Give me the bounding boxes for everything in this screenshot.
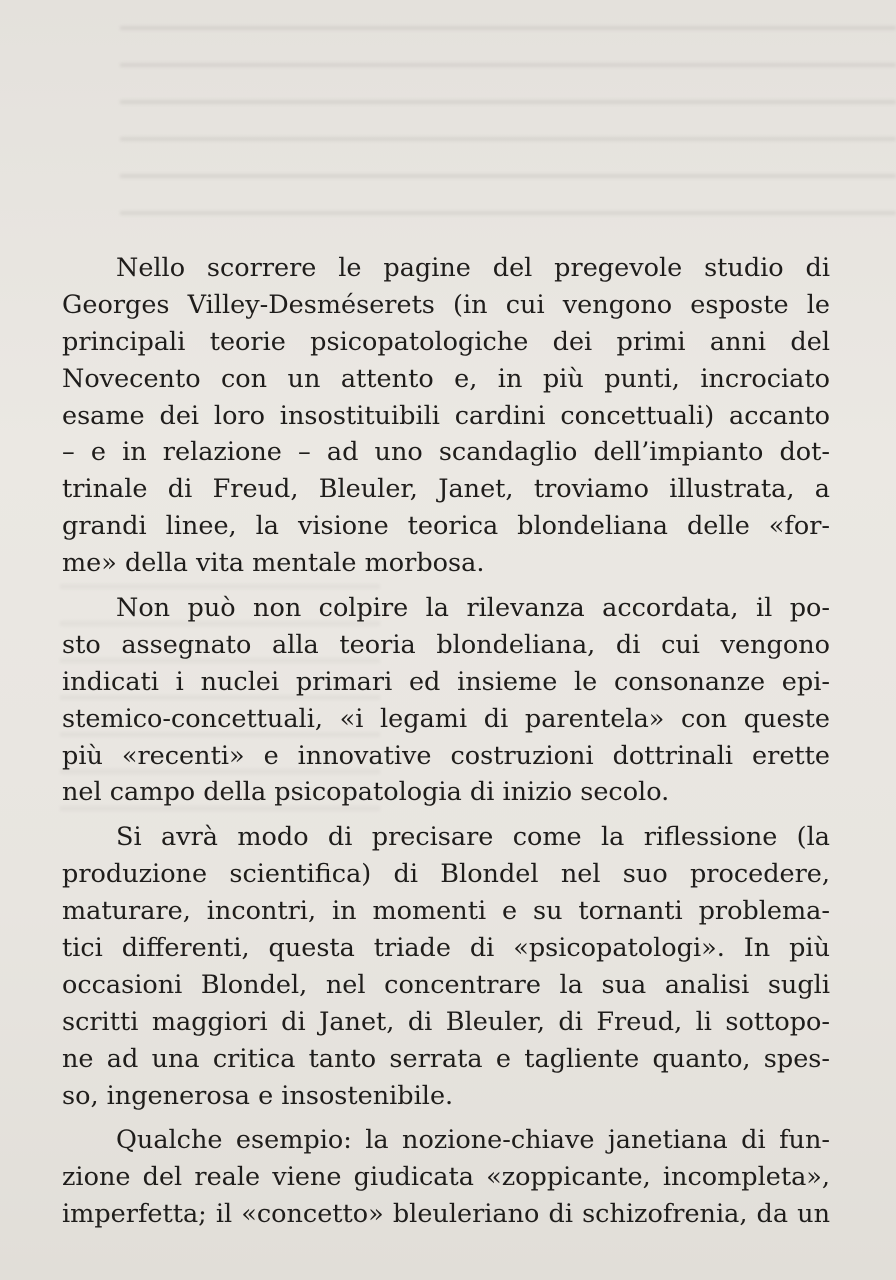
text-line: sto assegnato alla teoria blondeliana, di cui vengono (62, 629, 830, 660)
paragraph-1 (62, 250, 830, 582)
paragraph-2 (62, 590, 830, 811)
text-line: zione del reale viene giudicata «zoppicante, incompleta», (62, 1162, 830, 1193)
text-line: Non può non colpire la rilevanza accordata, il po- (116, 593, 830, 624)
text-line: esame dei loro insostituibili cardini concettuali) accanto (62, 400, 830, 431)
bleed-through-text (120, 0, 896, 240)
text-line: grandi linee, la visione teorica blondeliana delle «for- (62, 511, 830, 542)
paragraph-4 (62, 1122, 830, 1233)
text-line: trinale di Freud, Bleuler, Janet, troviamo illustrata, a (62, 474, 830, 505)
text-line: principali teorie psicopatologiche dei primi anni del (62, 326, 830, 357)
text-line: occasioni Blondel, nel concentrare la sua analisi sugli (62, 969, 830, 1000)
text-line: Novecento con un attento e, in più punti, incrociato (62, 363, 830, 394)
text-line: produzione scientifica) di Blondel nel suo procedere, (62, 859, 830, 890)
text-line: più «recenti» e innovative costruzioni dottrinali erette (62, 740, 830, 771)
paragraph-3 (62, 819, 830, 1114)
text-line: nel campo della psicopatologia di inizio secolo. (62, 777, 670, 808)
text-line: Qualche esempio: la nozione-chiave janetiana di fun- (116, 1125, 830, 1156)
text-line: scritti maggiori di Janet, di Bleuler, di Freud, li sottopo- (62, 1006, 830, 1037)
text-line: Nello scorrere le pagine del pregevole studio di (116, 253, 830, 283)
text-line: imperfetta; il «concetto» bleuleriano di schizofrenia, da un (62, 1199, 830, 1230)
text-line: so, ingenerosa e insostenibile. (62, 1080, 454, 1111)
text-line: maturare, incontri, in momenti e su tornanti problema- (62, 896, 830, 927)
text-line: me» della vita mentale morbosa. (62, 548, 485, 579)
body-text (62, 250, 830, 1241)
text-line: Georges Villey-Desméserets (in cui vengono esposte le (62, 289, 830, 320)
text-line: indicati i nuclei primari ed insieme le consonanze epi- (62, 666, 830, 697)
text-line: – e in relazione – ad uno scandaglio dell’impianto dot- (62, 437, 830, 468)
text-line: Si avrà modo di precisare come la riflessione (la (116, 822, 830, 853)
text-line: stemico-concettuali, «i legami di parentela» con queste (62, 703, 830, 734)
text-line: tici differenti, questa triade di «psicopatologi». In più (62, 933, 830, 964)
text-line: ne ad una critica tanto serrata e tagliente quanto, spes- (62, 1043, 830, 1074)
